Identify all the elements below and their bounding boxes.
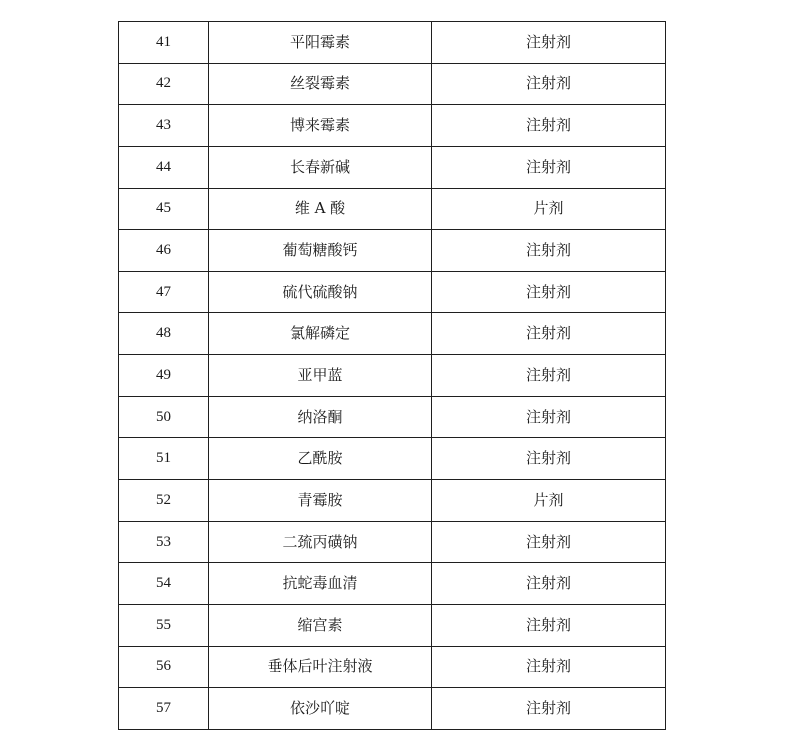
table-row [119,188,666,230]
drug-name-cell: 维 A 酸 [209,188,432,230]
table-row [119,105,666,147]
drug-name-cell: 垂体后叶注射液 [209,646,432,688]
dosage-form-cell: 注射剂 [432,22,666,64]
drug-name-cell: 依沙吖啶 [209,688,432,730]
drug-name-cell: 二巯丙磺钠 [209,521,432,563]
table-row [119,480,666,522]
table-row [119,438,666,480]
table-row [119,646,666,688]
dosage-form-cell: 注射剂 [432,355,666,397]
row-number-cell: 41 [119,22,209,64]
dosage-form-cell: 注射剂 [432,438,666,480]
drug-table-container [118,21,666,730]
row-number-cell: 50 [119,396,209,438]
drug-name-cell: 纳洛酮 [209,396,432,438]
row-number-cell: 53 [119,521,209,563]
dosage-form-cell: 注射剂 [432,646,666,688]
dosage-form-cell: 注射剂 [432,63,666,105]
table-row [119,22,666,64]
drug-name-cell: 葡萄糖酸钙 [209,230,432,272]
drug-name-cell: 抗蛇毒血清 [209,563,432,605]
row-number-cell: 56 [119,646,209,688]
drug-name-cell: 长春新碱 [209,146,432,188]
row-number-cell: 49 [119,355,209,397]
drug-name-cell: 硫代硫酸钠 [209,271,432,313]
table-row [119,313,666,355]
drug-name-cell: 亚甲蓝 [209,355,432,397]
dosage-form-cell: 注射剂 [432,521,666,563]
table-row [119,271,666,313]
dosage-form-cell: 注射剂 [432,396,666,438]
row-number-cell: 52 [119,480,209,522]
dosage-form-cell: 注射剂 [432,271,666,313]
row-number-cell: 43 [119,105,209,147]
table-row [119,521,666,563]
drug-name-cell: 丝裂霉素 [209,63,432,105]
table-row [119,355,666,397]
dosage-form-cell: 注射剂 [432,313,666,355]
table-row [119,396,666,438]
drug-name-cell: 缩宫素 [209,604,432,646]
table-row [119,146,666,188]
dosage-form-cell: 片剂 [432,480,666,522]
table-row [119,688,666,730]
drug-name-cell: 平阳霉素 [209,22,432,64]
row-number-cell: 47 [119,271,209,313]
row-number-cell: 57 [119,688,209,730]
dosage-form-cell: 片剂 [432,188,666,230]
table-row [119,604,666,646]
row-number-cell: 51 [119,438,209,480]
drug-name-cell: 博来霉素 [209,105,432,147]
drug-name-cell: 氯解磷定 [209,313,432,355]
drug-table-body [119,22,666,730]
drug-name-cell: 青霉胺 [209,480,432,522]
row-number-cell: 48 [119,313,209,355]
dosage-form-cell: 注射剂 [432,604,666,646]
dosage-form-cell: 注射剂 [432,230,666,272]
row-number-cell: 42 [119,63,209,105]
row-number-cell: 45 [119,188,209,230]
row-number-cell: 55 [119,604,209,646]
drug-name-cell: 乙酰胺 [209,438,432,480]
table-row [119,63,666,105]
dosage-form-cell: 注射剂 [432,688,666,730]
row-number-cell: 54 [119,563,209,605]
drug-table [118,21,666,730]
dosage-form-cell: 注射剂 [432,146,666,188]
dosage-form-cell: 注射剂 [432,563,666,605]
dosage-form-cell: 注射剂 [432,105,666,147]
table-row [119,563,666,605]
row-number-cell: 46 [119,230,209,272]
row-number-cell: 44 [119,146,209,188]
table-row [119,230,666,272]
